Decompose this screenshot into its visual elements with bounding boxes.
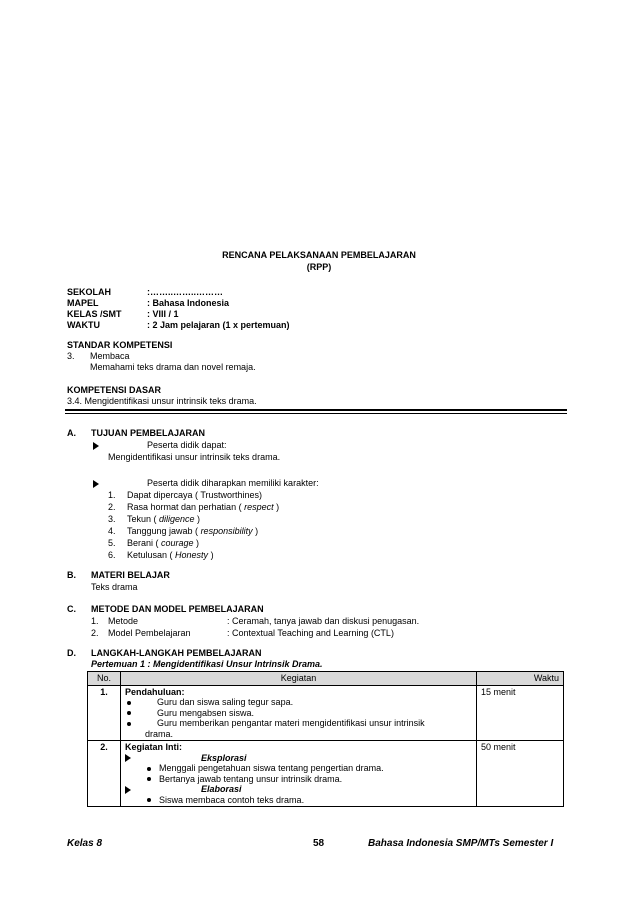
row-activity — [121, 685, 477, 741]
bullet-icon — [127, 701, 131, 705]
standar-desc: Memahami teks drama dan novel remaja. — [90, 362, 256, 372]
activity-table — [87, 671, 564, 807]
method-label: Metode — [108, 616, 139, 626]
method-number: 1. — [91, 616, 99, 626]
trait-number: 3. — [108, 514, 116, 524]
section-b-letter: B. — [67, 570, 76, 580]
column-header-waktu: Waktu — [477, 672, 564, 686]
section-d-heading: LANGKAH-LANGKAH PEMBELAJARAN — [91, 648, 262, 658]
section-b-heading: MATERI BELAJAR — [91, 570, 170, 580]
method-value: : Ceramah, tanya jawab dan diskusi penugasan. — [227, 616, 420, 626]
column-header-no: No. — [88, 672, 121, 686]
page-number: 58 — [313, 838, 325, 849]
list-item-continuation: drama. — [145, 728, 174, 739]
section-divider — [65, 413, 567, 414]
list-item: Menggali pengetahuan siswa tentang pengertian drama. — [125, 763, 472, 774]
bullet-icon — [147, 777, 151, 781]
section-d-subheading: Pertemuan 1 : Mengidentifikasi Unsur Intrinsik Drama. — [91, 659, 323, 669]
section-b-text: Teks drama — [91, 582, 138, 592]
section-d-letter: D. — [67, 648, 76, 658]
arrow-bullet-icon — [125, 754, 131, 762]
table-row — [88, 741, 564, 807]
bullet-icon — [127, 711, 131, 715]
kompetensi-heading: KOMPETENSI DASAR — [67, 385, 162, 395]
activity-title: Pendahuluan: — [125, 686, 185, 697]
section-divider — [65, 409, 567, 411]
arrow-item — [93, 440, 101, 451]
phase-heading: Elaborasi — [125, 784, 472, 795]
row-time: 15 menit — [477, 685, 564, 741]
section-a-letter: A. — [67, 428, 76, 438]
objective-text: Mengidentifikasi unsur intrinsik teks drama. — [108, 452, 281, 462]
trait-number: 5. — [108, 538, 116, 548]
phase-heading: Eksplorasi — [125, 753, 472, 764]
trait-number: 2. — [108, 502, 116, 512]
footer-subject: Bahasa Indonesia SMP/MTs Semester I — [368, 838, 554, 849]
standar-heading: STANDAR KOMPETENSI — [67, 340, 173, 350]
arrow-text: Peserta didik dapat: — [147, 440, 227, 450]
standar-number: 3. — [67, 351, 75, 361]
table-header-row — [88, 672, 564, 686]
trait-number: 1. — [108, 490, 116, 500]
list-item: Siswa membaca contoh teks drama. — [125, 795, 472, 806]
arrow-bullet-icon — [125, 786, 131, 794]
arrow-bullet-icon — [93, 442, 99, 450]
section-c-heading: METODE DAN MODEL PEMBELAJARAN — [91, 604, 264, 614]
trait-item: Dapat dipercaya ( Trustworthines) — [127, 490, 263, 500]
method-value: : Contextual Teaching and Learning (CTL) — [227, 628, 394, 638]
section-a-heading: TUJUAN PEMBELAJARAN — [91, 428, 206, 438]
trait-item: Tekun ( diligence ) — [127, 514, 201, 524]
trait-number: 4. — [108, 526, 116, 536]
document-subtitle: (RPP) — [306, 262, 332, 272]
list-item: Bertanya jawab tentang unsur intrinsik drama. — [125, 774, 472, 785]
list-item: Guru dan siswa saling tegur sapa. — [125, 697, 472, 708]
bullet-icon — [147, 798, 151, 802]
method-number: 2. — [91, 628, 99, 638]
trait-item: Ketulusan ( Honesty ) — [127, 550, 214, 560]
row-number: 1. — [88, 685, 121, 741]
list-item: Guru mengabsen siswa. — [125, 708, 472, 719]
identity-value: : VIII / 1 — [147, 309, 179, 319]
identity-value: :……..……..……… — [147, 287, 223, 297]
arrow-item — [93, 478, 101, 489]
arrow-bullet-icon — [93, 480, 99, 488]
bullet-icon — [147, 767, 151, 771]
section-c-letter: C. — [67, 604, 76, 614]
identity-label: WAKTU — [67, 320, 100, 330]
identity-value: : Bahasa Indonesia — [147, 298, 230, 308]
trait-number: 6. — [108, 550, 116, 560]
footer-class: Kelas 8 — [67, 838, 103, 849]
document-title: RENCANA PELAKSANAAN PEMBELAJARAN — [222, 250, 416, 260]
bullet-icon — [127, 722, 131, 726]
table-row — [88, 685, 564, 741]
identity-label: MAPEL — [67, 298, 99, 308]
trait-item: Rasa hormat dan perhatian ( respect ) — [127, 502, 280, 512]
identity-label: KELAS /SMT — [67, 309, 122, 319]
row-time: 50 menit — [477, 741, 564, 807]
identity-label: SEKOLAH — [67, 287, 112, 297]
column-header-kegiatan: Kegiatan — [121, 672, 477, 686]
identity-value: : 2 Jam pelajaran (1 x pertemuan) — [147, 320, 290, 330]
trait-item: Berani ( courage ) — [127, 538, 200, 548]
trait-item: Tanggung jawab ( responsibility ) — [127, 526, 259, 536]
activity-title: Kegiatan Inti: — [125, 742, 183, 752]
method-label: Model Pembelajaran — [108, 628, 191, 638]
standar-item: Membaca — [90, 351, 130, 361]
arrow-text: Peserta didik diharapkan memiliki karakter: — [147, 478, 319, 488]
row-activity — [121, 741, 477, 807]
kompetensi-text: 3.4. Mengidentifikasi unsur intrinsik teks drama. — [67, 396, 257, 406]
list-item: Guru memberikan pengantar materi mengidentifikasi unsur intrinsik — [125, 718, 472, 729]
row-number: 2. — [88, 741, 121, 807]
